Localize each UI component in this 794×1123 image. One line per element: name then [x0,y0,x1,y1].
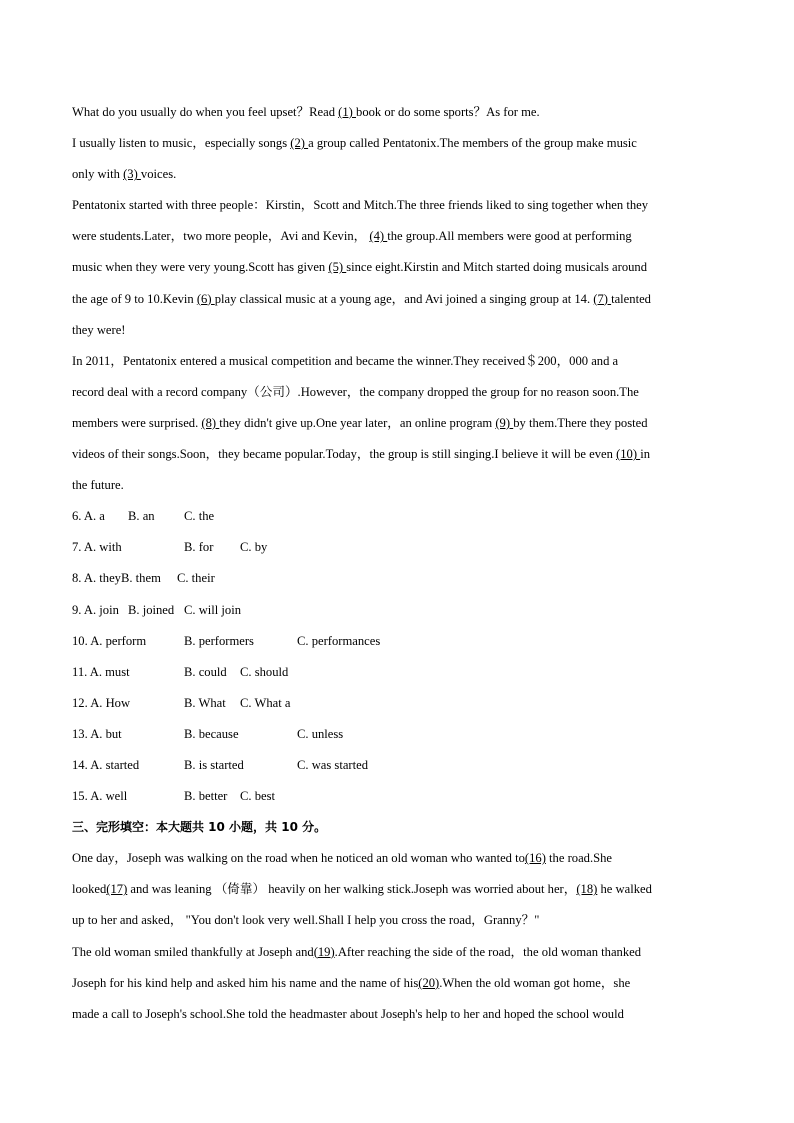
blank-3: (3) [123,167,141,182]
blank-16: (16) [524,851,546,866]
option-c: C. will join [184,602,242,617]
text: What do you usually do when you feel upset？Read [72,105,339,119]
text: I usually listen to music，especially songs [72,136,291,151]
blank-1: (1) [338,105,357,119]
blank-19: (19) [313,944,335,959]
option-c: C. unless [297,726,344,741]
passage2-line-6 [72,999,722,1030]
blank-17: (17) [106,882,128,897]
passage1-line-6 [72,252,722,283]
text: and was leaning （倚靠） heavily on her walking stick.Joseph was worried about her， [127,882,577,897]
blank-2: (2) [290,136,309,151]
passage1-line-13 [72,470,722,501]
option-b: B. joined [128,602,175,617]
option-row [72,719,722,750]
passage2-line-1 [72,843,722,874]
text: they were! [72,322,126,337]
text: since eight.Kirstin and Mitch started doing musicals around [346,260,648,275]
option-a: 14. A. started [72,757,140,772]
blank-8: (8) [201,415,220,430]
passage1-line-7 [72,284,722,315]
blank-18: (18) [576,882,598,897]
text: Pentatonix started with three people：Kirstin，Scott and Mitch.The three friends liked to sing together when they [72,198,649,213]
option-a: 8. A. they [72,571,121,586]
text: the age of 9 to 10.Kevin [72,291,197,306]
passage2-line-4 [72,937,722,968]
text: only with [72,167,124,182]
option-b: B. What [184,695,226,710]
option-a: 13. A. but [72,726,122,741]
option-b: B. performers [184,633,254,648]
passage1-line-3 [72,159,722,190]
option-b: B. could [184,664,227,679]
text: The old woman smiled thankfully at Joseph and [72,944,314,959]
option-b: B. them [120,571,161,586]
option-row [72,626,722,657]
option-b: B. because [184,726,239,741]
option-row [72,595,722,626]
text: Joseph for his kind help and asked him his name and the name of his [72,975,419,990]
option-row [72,688,722,719]
text: One day，Joseph was walking on the road when he noticed an old woman who wanted to [72,851,525,866]
section-heading: 三、完形填空：本大题共 10 小题，共 10 分。 [72,820,327,835]
option-a: 15. A. well [72,789,128,804]
blank-10: (10) [616,447,641,462]
blank-6: (6) [196,291,215,306]
text: .When the old woman got home，she [439,975,631,990]
option-c: C. should [240,664,289,679]
blank-20: (20) [418,975,440,990]
text: the future. [72,478,124,493]
option-a: 7. A. with [72,540,122,555]
option-c: C. by [240,540,268,555]
option-a: 6. A. a [72,509,105,524]
passage1-line-12 [72,439,722,470]
passage2-line-5 [72,968,722,999]
option-row [72,532,722,563]
passage1-line-1 [72,97,722,128]
option-c: C. was started [297,757,368,772]
option-c: C. the [184,509,215,524]
text: by them.There they posted [513,415,648,430]
text: the group.All members were good at performing [387,229,632,244]
text: looked [72,882,107,897]
text: In 2011，Pentatonix entered a musical competition and became the winner.They received＄200，000 and a [72,353,619,368]
text: up to her and asked， "You don't look very well.Shall I help you cross the road，Granny？" [72,913,540,928]
text: record deal with a record company（公司）.However，the company dropped the group for no reason soon.The [72,384,639,399]
option-a: 12. A. How [72,695,131,710]
passage1-line-9 [72,346,722,377]
text: members were surprised. [72,415,202,430]
passage1-line-4 [72,190,722,221]
text: talented [611,291,651,306]
option-row [72,750,722,781]
passage2-line-2 [72,874,722,905]
option-b: B. better [184,789,228,804]
text: play classical music at a young age，and Avi joined a singing group at 14. [214,291,594,306]
option-c: C. best [240,789,275,804]
option-row [72,501,722,532]
text: music when they were very young.Scott has given [72,260,329,275]
text: book or do some sports？As for me. [356,105,540,119]
passage1-line-2 [72,128,722,159]
option-row [72,657,722,688]
passage1-line-10 [72,377,722,408]
option-a: 11. A. must [72,664,130,679]
passage2-line-3 [72,905,722,936]
option-b: B. is started [184,757,244,772]
blank-9: (9) [495,415,514,430]
document-page [72,97,722,1030]
option-c: C. performances [297,633,381,648]
option-a: 9. A. join [72,602,119,617]
passage1-line-8 [72,315,722,346]
option-b: B. an [128,509,155,524]
text: .After reaching the side of the road，the old woman thanked [334,944,642,959]
passage1-line-5 [72,221,722,252]
blank-4: (4) [369,229,388,244]
text: made a call to Joseph's school.She told the headmaster about Joseph's help to her and hoped the school would [72,1006,624,1021]
blank-5: (5) [328,260,347,275]
text: were students.Later，two more people，Avi and Kevin， [72,229,370,244]
blank-7: (7) [593,291,612,306]
option-row [72,563,722,594]
text: he walked [597,882,652,897]
text: videos of their songs.Soon，they became popular.Today，the group is still singing.I believe it will be even [72,447,617,462]
text: in [640,447,650,462]
text: they didn't give up.One year later，an online program [219,415,496,430]
option-c: C. their [176,571,215,586]
option-row [72,781,722,812]
text: voices. [140,167,177,182]
option-a: 10. A. perform [72,633,147,648]
text: a group called Pentatonix.The members of the group make music [308,136,637,151]
option-c: C. What a [240,695,291,710]
option-b: B. for [184,540,214,555]
text: the road.She [545,851,613,866]
passage1-line-11 [72,408,722,439]
